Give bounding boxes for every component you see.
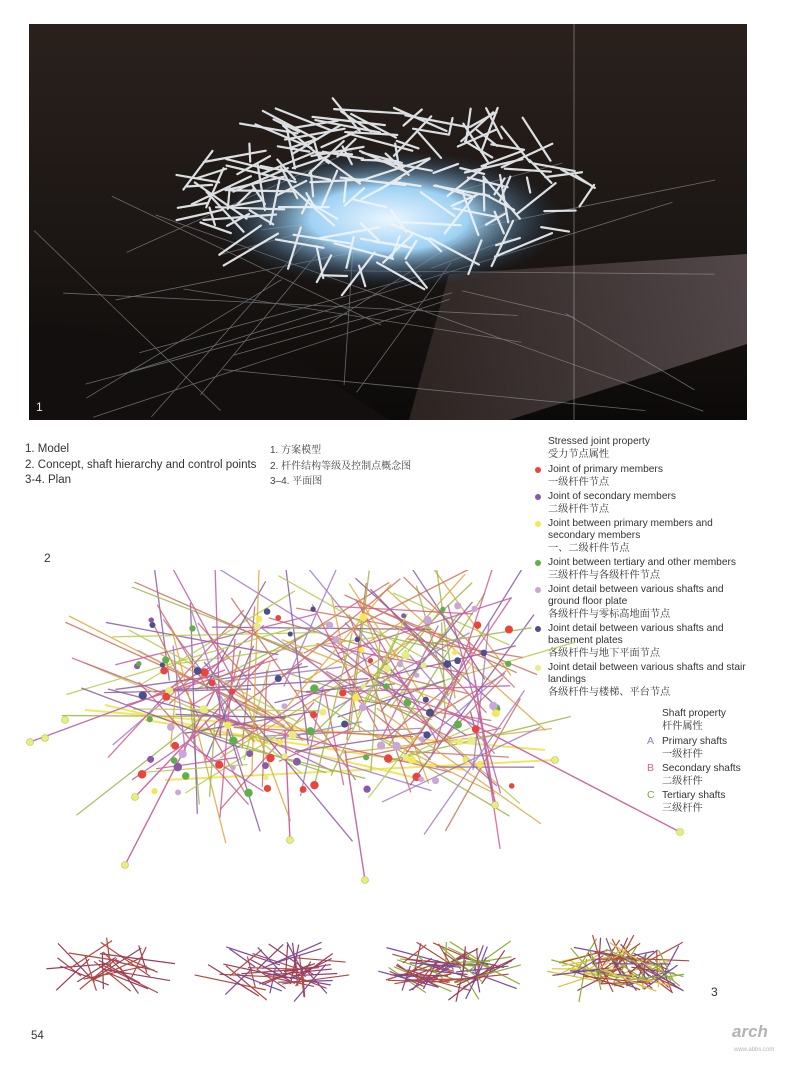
joint-node [162, 656, 169, 663]
captions-chinese [270, 443, 411, 490]
joint-node [505, 661, 511, 667]
legend-label-cn: 二级杆件节点 [548, 504, 610, 515]
caption-cn-1: 1. 方案模型 [270, 445, 322, 456]
joint-node [275, 675, 282, 682]
joint-node [384, 754, 392, 762]
plan-thumbnail [378, 941, 520, 1002]
joint-node [397, 661, 403, 667]
legend-item [531, 464, 756, 489]
joint-node [361, 683, 366, 688]
joint-node [383, 683, 390, 690]
joint-node [492, 709, 500, 717]
joint-node [467, 737, 475, 745]
joint-node [363, 754, 369, 760]
joint-node [471, 606, 477, 612]
joint-node [489, 702, 497, 710]
page-number: 54 [31, 1030, 44, 1042]
legend-label: Joint detail between various shafts and ground floor plate [548, 584, 724, 607]
joint-node [359, 703, 367, 711]
joint-node [167, 723, 175, 731]
shaft-line [169, 570, 234, 682]
joint-node [418, 776, 424, 782]
joint-node [423, 731, 430, 738]
joint-node [281, 703, 287, 709]
joint-node [264, 775, 269, 780]
legend-label-cn: 三级杆件与各级杆件节点 [548, 570, 661, 581]
joint-node [277, 740, 283, 746]
joint-node [368, 658, 373, 663]
legend-dot-icon [535, 494, 541, 500]
shaft-label: Primary shafts [662, 736, 728, 747]
joint-node [403, 754, 409, 760]
joint-node [264, 785, 271, 792]
shaft-legend [647, 707, 757, 816]
joint-node [178, 750, 186, 758]
legend-item [531, 518, 756, 555]
shaft-line [295, 732, 425, 751]
joint-node [264, 608, 271, 615]
joint-node [355, 637, 360, 642]
legend-item [531, 491, 756, 516]
glass-stick [544, 211, 575, 212]
plan-thumbnail [195, 942, 350, 1001]
joint-node [509, 783, 515, 789]
glass-stick [321, 275, 347, 276]
figure-2-label: 2 [44, 551, 51, 565]
legend-label-cn: 各级杆件与零标高地面节点 [548, 609, 671, 620]
legend-label: Joint between primary members and secondary members [548, 518, 713, 541]
joint-node [352, 694, 360, 702]
shaft-label: Tertiary shafts [662, 790, 726, 801]
thumbnail-shaft [275, 949, 321, 963]
joint-node [456, 738, 463, 745]
joint-node [333, 636, 340, 643]
legend-label-cn: 一、二级杆件节点 [548, 543, 630, 554]
joint-node [200, 668, 208, 676]
shaft-item [647, 789, 757, 815]
shaft-label-cn: 一级杆件 [662, 749, 703, 760]
thumbnail-shaft [100, 954, 175, 964]
joint-node [175, 789, 181, 795]
legend-dot-icon [535, 521, 541, 527]
ground-node [27, 739, 34, 746]
legend-dot-icon [535, 467, 541, 473]
joint-node [209, 679, 216, 686]
ground-node [492, 802, 499, 809]
legend-label-cn: 一级杆件节点 [548, 477, 610, 488]
joint-node [253, 623, 260, 630]
joint-node [454, 720, 462, 728]
joint-node [310, 781, 318, 789]
joint-node [359, 647, 365, 653]
shaft-line [335, 606, 473, 614]
ground-node [132, 794, 139, 801]
joint-node [377, 741, 385, 749]
joint-node [319, 709, 326, 716]
joint-node [194, 667, 202, 675]
joint-node [229, 689, 235, 695]
joint-node [443, 660, 451, 668]
plan-thumbnail [547, 935, 689, 1002]
legend-label: Joint between tertiary and other members [548, 557, 736, 568]
joint-node [421, 662, 427, 668]
shaft-label-cn: 三级杆件 [662, 803, 703, 814]
legend-dot-icon [535, 560, 541, 566]
joint-node [423, 616, 431, 624]
watermark-sub: www.abbs.com [734, 1047, 775, 1053]
shaft-leg [475, 680, 495, 805]
joint-node [147, 756, 154, 763]
joint-node [363, 786, 370, 793]
joint-node [341, 720, 348, 727]
joint-node [215, 761, 223, 769]
shaft-letter: B [647, 762, 655, 774]
joint-node [300, 786, 307, 793]
joint-node [432, 777, 439, 784]
joint-node [472, 725, 480, 733]
plan-thumbnail [46, 938, 175, 994]
joint-node [310, 711, 317, 718]
joint-node [162, 693, 170, 701]
ground-node [677, 829, 684, 836]
thumbnail-shaft [248, 968, 299, 970]
joint-node [474, 621, 481, 628]
joint-node [401, 613, 406, 618]
shaft-line [133, 709, 320, 711]
legend-title-cn: 受力节点属性 [548, 449, 610, 460]
legend-label-cn: 各级杆件与楼梯、平台节点 [548, 687, 671, 698]
joint-node [229, 736, 238, 745]
joint-node [401, 651, 409, 659]
joint-node [151, 788, 157, 794]
joint-node [452, 650, 457, 655]
joint-node [149, 617, 154, 622]
joint-node [454, 657, 461, 664]
joint-node [138, 770, 147, 779]
joint-node [359, 613, 367, 621]
ground-node [122, 862, 129, 869]
ground-node [552, 757, 559, 764]
joint-node [288, 632, 293, 637]
joint-node [244, 789, 252, 797]
ground-node [42, 735, 49, 742]
joint-node [339, 689, 346, 696]
thumbnail-shaft [195, 975, 266, 990]
shaft-letter: C [647, 789, 655, 801]
shaft-label-cn: 二级杆件 [662, 776, 703, 787]
joint-node [275, 615, 281, 621]
watermark-main: arch [732, 1022, 768, 1041]
joint-node [440, 607, 445, 612]
legend-title: Stressed joint property [548, 436, 650, 447]
figure-1-label: 1 [36, 400, 43, 414]
caption-en-3: 3-4. Plan [25, 474, 72, 486]
shaft-item [647, 762, 757, 788]
figure-3-label: 3 [711, 985, 718, 999]
joint-node [426, 709, 434, 717]
joint-node [139, 691, 147, 699]
shaft-legend-title-cn: 杆件属性 [662, 721, 703, 732]
joint-node [414, 673, 419, 678]
joint-node [423, 697, 429, 703]
joint-node [182, 772, 190, 780]
joint-node [383, 665, 391, 673]
joint-node [266, 754, 274, 762]
joint-node [149, 622, 155, 628]
joint-node [481, 650, 487, 656]
caption-en-2: 2. Concept, shaft hierarchy and control points [25, 458, 257, 471]
joint-node [262, 762, 269, 769]
joint-node [171, 742, 179, 750]
shaft-legend-title: Shaft property [662, 708, 726, 719]
joint-node [174, 763, 183, 772]
joint-node [392, 742, 401, 751]
joint-node [310, 606, 315, 611]
caption-en-1: 1. Model [25, 443, 70, 455]
model-photo [29, 24, 747, 420]
legend-label: Joint of secondary members [548, 491, 676, 502]
plan-thumbnails [25, 935, 715, 1005]
ground-node [287, 837, 294, 844]
joint-node [419, 736, 425, 742]
joint-node [476, 761, 483, 768]
ground-node [62, 717, 69, 724]
joint-node [282, 753, 288, 759]
joint-node [326, 622, 333, 629]
joint-node [310, 684, 318, 692]
legend-label: Joint detail between various shafts and stair landings [548, 662, 746, 685]
joint-node [454, 602, 461, 609]
joint-node [136, 661, 141, 666]
legend-label: Joint of primary members [548, 464, 663, 475]
joint-node [256, 616, 263, 623]
legend-label: Joint detail between various shafts and basement plates [548, 623, 724, 646]
joint-node [171, 757, 178, 764]
joint-node [147, 716, 153, 722]
captions-english [25, 442, 256, 489]
joint-node [404, 699, 412, 707]
joint-node [160, 667, 168, 675]
joint-node [505, 625, 513, 633]
joint-node [189, 625, 195, 631]
watermark-logo [728, 1013, 788, 1057]
shaft-line [134, 582, 321, 664]
joint-node [200, 705, 208, 713]
ground-node [362, 877, 369, 884]
shaft-label: Secondary shafts [662, 763, 741, 774]
joint-node [246, 750, 253, 757]
joint-node [230, 765, 236, 771]
legend-label-cn: 各级杆件与地下平面节点 [548, 648, 661, 659]
joint-node [293, 758, 301, 766]
shaft-letter: A [647, 735, 655, 747]
joint-node [289, 731, 297, 739]
joint-node [306, 727, 314, 735]
caption-cn-3: 3–4. 平面图 [270, 476, 323, 487]
caption-cn-2: 2. 杆件结构等级及控制点概念图 [270, 460, 412, 472]
joint-node [224, 721, 232, 729]
shaft-hierarchy-diagram [25, 570, 690, 890]
shaft-item [647, 735, 757, 761]
joint-node [462, 757, 468, 763]
